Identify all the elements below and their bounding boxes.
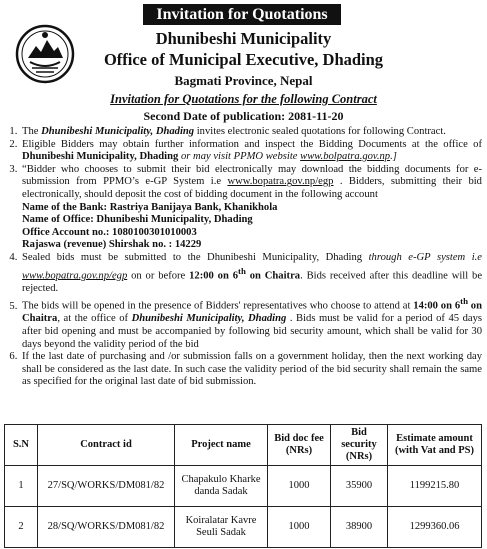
cell-contract-id: 28/SQ/WORKS/DM081/82	[38, 507, 175, 548]
clause-list	[4, 126, 482, 389]
cell-bid-doc-fee: 1000	[268, 466, 331, 507]
clause-text: “Bidder who chooses to submit their bid electronically may download the bidding documents for e-submission from PPMO’s e-GP System i.e	[22, 163, 482, 188]
cell-contract-id: 27/SQ/WORKS/DM081/82	[38, 466, 175, 507]
table-row	[5, 507, 482, 548]
municipality-name: Dhunibeshi Municipality	[155, 29, 332, 48]
col-header-bid-security: Bid security (NRs)	[331, 425, 388, 466]
col-header-bid-doc-fee: Bid doc fee (NRs)	[268, 425, 331, 466]
ordinal-suffix: th	[238, 265, 246, 276]
ordinal-suffix: th	[460, 296, 468, 307]
clause-text: . Bids must be valid for a period of 45 days after bid opening and must be accompanied by following bid security amount, which shall be valid for 30 days beyond the validity period of the bid	[22, 313, 483, 350]
clause-text: The	[22, 126, 42, 137]
table-row	[5, 466, 482, 507]
clause-text: The bids will be opened in the presence of Bidders' representatives who choose to attend at	[22, 300, 414, 312]
notice-body	[4, 126, 482, 389]
clause-6	[20, 351, 482, 389]
clause-3	[20, 164, 482, 252]
clause-4	[20, 252, 482, 295]
office-name: Office of Municipal Executive, Dhading	[103, 50, 384, 69]
contract-table	[4, 424, 482, 548]
clause-text: , at the office of	[57, 313, 132, 325]
cell-estimate: 1199215.80	[388, 466, 482, 507]
clause-text: Sealed bids must be submitted to the Dhunibeshi Municipality, Dhading	[22, 251, 369, 263]
banner-title: Invitation for Quotations	[143, 4, 341, 25]
notice-subtitle: Invitation for Quotations for the following Contract	[110, 92, 377, 106]
opening-month: on Chaitra	[22, 300, 482, 325]
clause-text: invites electronic sealed quotations for following Contract.	[194, 126, 446, 137]
clause-emphasis: Dhunibeshi Municipality, Dhading	[41, 126, 195, 137]
cell-project-name: Chapakulo Kharke danda Sadak	[175, 466, 268, 507]
table-header-row	[5, 425, 482, 466]
cell-bid-security: 38900	[331, 507, 388, 548]
clause-text: . Bids received after this deadline will be rejected.	[22, 270, 483, 294]
egp-link[interactable]: www.bopatra.gov.np/egp	[227, 176, 334, 188]
publication-date: Second Date of publication: 2081-11-20	[143, 109, 344, 123]
bank-account-details	[22, 202, 482, 252]
clause-text: on or before	[127, 270, 190, 282]
egp-link[interactable]: www.bopatra.gov.np/egp	[22, 270, 128, 282]
clause-text: . Bidders, submitting their bid electronically, should deposit the cost of bidding document in the following account	[22, 176, 482, 200]
cell-sn: 1	[5, 466, 38, 507]
col-header-sn: S.N	[5, 425, 38, 466]
cell-sn: 2	[5, 507, 38, 548]
account-number: Office Account no.: 1080100301010003	[22, 226, 197, 238]
clause-text: through e-GP system i.e	[368, 251, 482, 263]
opening-time: 14:00 on 6	[413, 300, 461, 312]
clause-text: If the last date of purchasing and /or submission falls on a government holiday, then the next working day shall be considered as the last date. In such case the validity period of the bid security shall remain the same as specified for the original last date of bid submission.	[22, 351, 482, 388]
clause-2	[20, 139, 482, 164]
ppmo-website-link[interactable]: www.bolpatra.gov.np	[300, 151, 391, 163]
clause-1	[20, 126, 482, 139]
clause-5	[20, 295, 482, 351]
province-name: Bagmati Province, Nepal	[174, 73, 313, 88]
col-header-estimate: Estimate amount (with Vat and PS)	[388, 425, 482, 466]
cell-project-name: Koiralatar Kavre Seuli Sadak	[175, 507, 268, 548]
cell-bid-doc-fee: 1000	[268, 507, 331, 548]
col-header-contract-id: Contract id	[38, 425, 175, 466]
clause-text: or may visit PPMO website	[178, 151, 301, 163]
deadline-month: on Chaitra	[245, 270, 301, 282]
col-header-project-name: Project name	[175, 425, 268, 466]
clause-text: .]	[390, 151, 397, 163]
clause-emphasis: Dhunibeshi Municipality, Dhading	[131, 313, 287, 325]
revenue-head: Rajaswa (revenue) Shirshak no. : 14229	[22, 239, 202, 251]
clause-emphasis: Dhunibeshi Municipality, Dhading	[22, 151, 179, 163]
clause-text: Eligible Bidders may obtain further information and inspect the Bidding Documents at the office of	[22, 138, 482, 150]
cell-estimate: 1299360.06	[388, 507, 482, 548]
bank-name: Name of the Bank: Rastriya Banijaya Bank, Khanikhola	[22, 201, 278, 213]
deadline-time: 12:00 on 6	[189, 270, 239, 282]
cell-bid-security: 35900	[331, 466, 388, 507]
office-name-line: Name of Office: Dhunibeshi Municipality, Dhading	[22, 214, 253, 226]
